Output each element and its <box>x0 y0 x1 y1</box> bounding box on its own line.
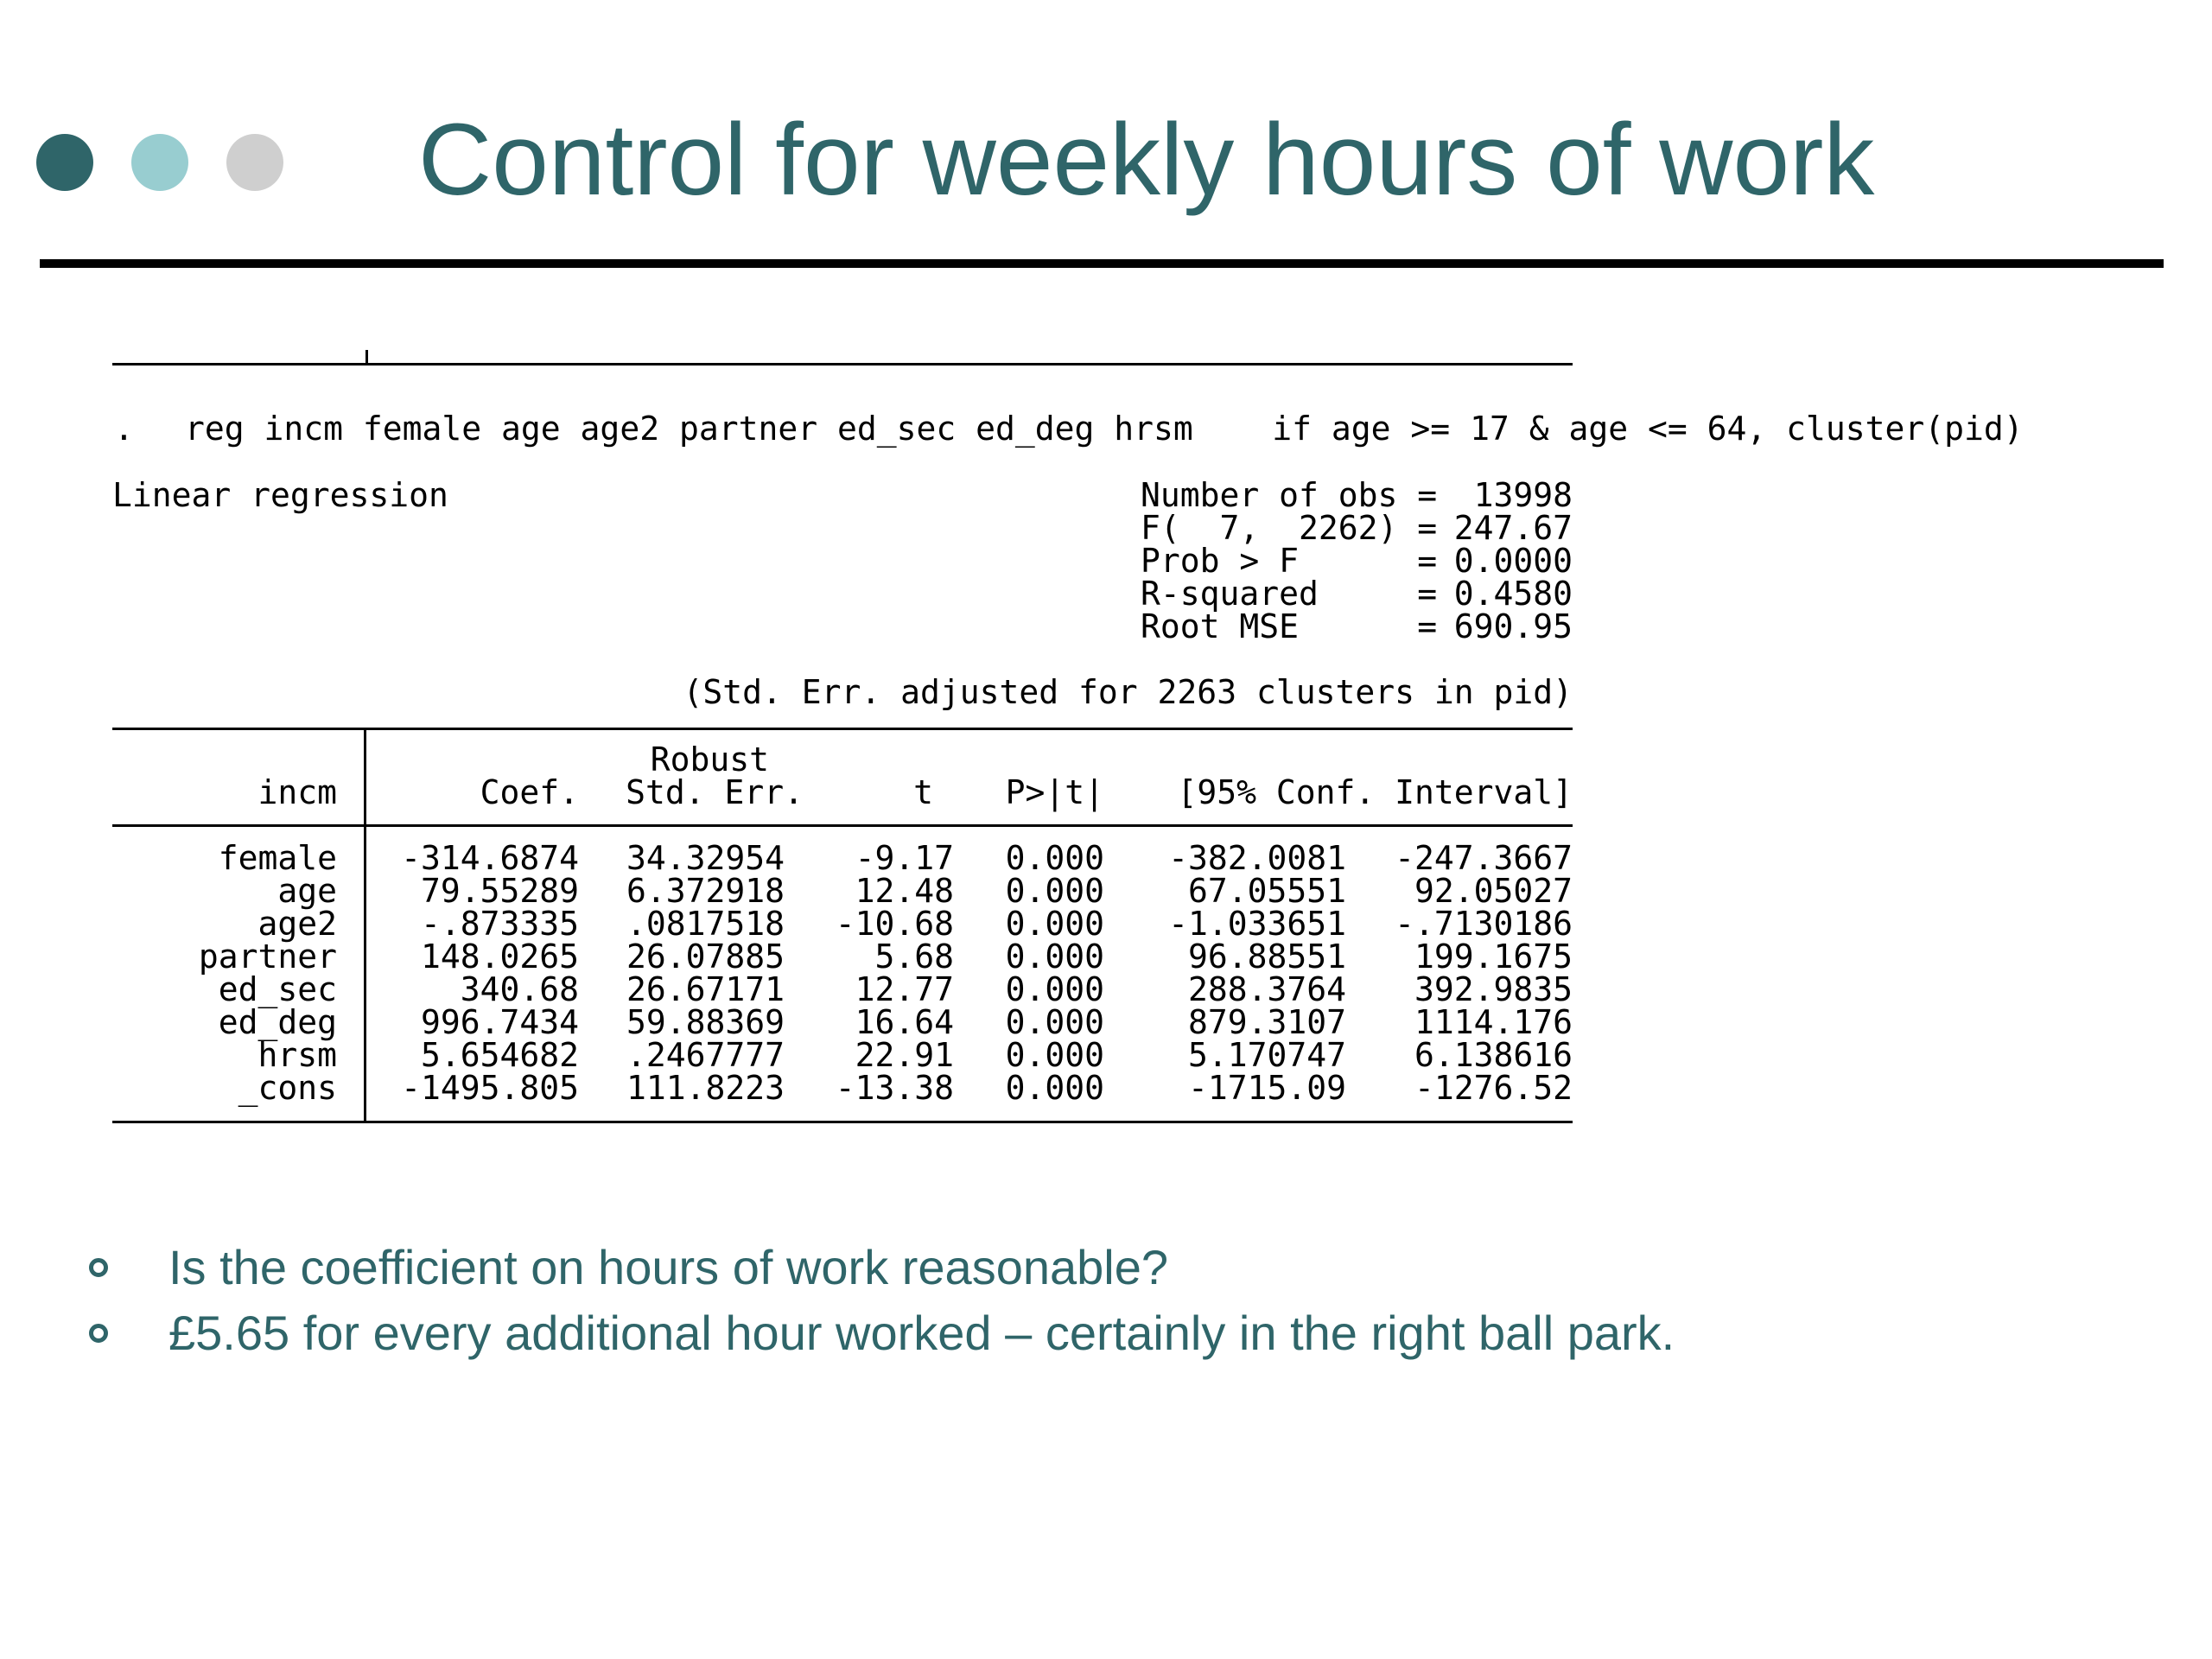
coef-value: -314.6874 <box>401 839 579 877</box>
t-value: 12.77 <box>855 970 954 1008</box>
p-value: 0.000 <box>1005 938 1104 976</box>
stat-label: Prob > F = <box>1141 542 1438 580</box>
ci-lower: 879.3107 <box>1187 1003 1346 1041</box>
se-value: 111.8223 <box>626 1069 785 1107</box>
ci-upper: 199.1675 <box>1414 938 1573 976</box>
stat-label: F( 7, 2262) = <box>1141 509 1438 547</box>
coef-value: -1495.805 <box>401 1069 579 1107</box>
p-value: 0.000 <box>1005 905 1104 943</box>
t-value: 5.68 <box>874 938 954 976</box>
bullet-circle-icon <box>89 1324 108 1343</box>
t-value: 16.64 <box>855 1003 954 1041</box>
coef-value: 996.7434 <box>420 1003 579 1041</box>
var-name: partner <box>198 938 337 976</box>
decorative-dot-medium <box>131 134 188 191</box>
ci-upper: -247.3667 <box>1395 839 1573 877</box>
var-name: ed_deg <box>218 1003 337 1041</box>
stat-value: 0.0000 <box>1453 542 1573 580</box>
title-divider <box>40 259 2164 268</box>
ci-upper: -1276.52 <box>1414 1069 1573 1107</box>
se-value: 6.372918 <box>626 872 785 910</box>
header-std-err: Std. Err. <box>626 773 804 811</box>
table-header-rule <box>112 824 1573 827</box>
header-t: t <box>913 773 933 811</box>
p-value: 0.000 <box>1005 872 1104 910</box>
p-value: 0.000 <box>1005 1069 1104 1107</box>
coef-value: 148.0265 <box>420 938 579 976</box>
command-prompt: . <box>114 410 134 448</box>
var-name: age <box>277 872 337 910</box>
ci-lower: 96.88551 <box>1187 938 1346 976</box>
model-label: Linear regression <box>112 476 448 514</box>
coef-value: 5.654682 <box>420 1036 579 1074</box>
header-depvar: incm <box>257 773 337 811</box>
p-value: 0.000 <box>1005 970 1104 1008</box>
table-bottom-rule <box>112 1121 1573 1123</box>
bullet-text: £5.65 for every additional hour worked – certainly in the right ball park. <box>168 1306 1675 1360</box>
se-value: .2467777 <box>626 1036 785 1074</box>
stat-label: R-squared = <box>1141 575 1438 613</box>
stat-value: 690.95 <box>1453 607 1573 645</box>
var-name: ed_sec <box>218 970 337 1008</box>
stat-label: Root MSE = <box>1141 607 1438 645</box>
cluster-note: (Std. Err. adjusted for 2263 clusters in pid) <box>683 673 1573 711</box>
top-separator <box>112 363 1573 365</box>
slide-title: Control for weekly hours of work <box>418 103 1875 217</box>
se-value: .0817518 <box>626 905 785 943</box>
coef-value: -.873335 <box>420 905 579 943</box>
se-value: 26.07885 <box>626 938 785 976</box>
t-value: -13.38 <box>835 1069 954 1107</box>
se-value: 26.67171 <box>626 970 785 1008</box>
var-name: hrsm <box>257 1036 337 1074</box>
var-name: female <box>218 839 337 877</box>
stat-value: 247.67 <box>1453 509 1573 547</box>
t-value: -10.68 <box>835 905 954 943</box>
header-robust: Robust <box>650 741 769 779</box>
coef-value: 79.55289 <box>420 872 579 910</box>
t-value: 22.91 <box>855 1036 954 1074</box>
table-top-rule <box>112 728 1573 730</box>
header-ci: [95% Conf. Interval] <box>1177 773 1573 811</box>
ci-lower: 5.170747 <box>1187 1036 1346 1074</box>
header-p: P>|t| <box>1005 773 1104 811</box>
header-coef: Coef. <box>480 773 579 811</box>
stat-value: 13998 <box>1473 476 1573 514</box>
top-separator-tick <box>365 350 368 364</box>
se-value: 34.32954 <box>626 839 785 877</box>
ci-upper: 6.138616 <box>1414 1036 1573 1074</box>
bullet-text: Is the coefficient on hours of work reasonable? <box>168 1240 1168 1294</box>
ci-lower: 67.05551 <box>1187 872 1346 910</box>
bullet-circle-icon <box>89 1258 108 1277</box>
ci-lower: -1.033651 <box>1168 905 1346 943</box>
stat-label: Number of obs = <box>1141 476 1438 514</box>
ci-upper: 392.9835 <box>1414 970 1573 1008</box>
var-name: _cons <box>238 1069 337 1107</box>
stat-value: 0.4580 <box>1453 575 1573 613</box>
ci-upper: 92.05027 <box>1414 872 1573 910</box>
coef-value: 340.68 <box>460 970 579 1008</box>
p-value: 0.000 <box>1005 1036 1104 1074</box>
t-value: -9.17 <box>855 839 954 877</box>
ci-upper: -.7130186 <box>1395 905 1573 943</box>
p-value: 0.000 <box>1005 1003 1104 1041</box>
ci-upper: 1114.176 <box>1414 1003 1573 1041</box>
ci-lower: -1715.09 <box>1187 1069 1346 1107</box>
command-line: reg incm female age age2 partner ed_sec ed_deg hrsm if age >= 17 & age <= 64, cluster(pid) <box>185 410 2024 448</box>
ci-lower: -382.0081 <box>1168 839 1346 877</box>
decorative-dot-dark <box>36 134 93 191</box>
decorative-dot-light <box>226 134 283 191</box>
t-value: 12.48 <box>855 872 954 910</box>
ci-lower: 288.3764 <box>1187 970 1346 1008</box>
se-value: 59.88369 <box>626 1003 785 1041</box>
p-value: 0.000 <box>1005 839 1104 877</box>
var-name: age2 <box>257 905 337 943</box>
